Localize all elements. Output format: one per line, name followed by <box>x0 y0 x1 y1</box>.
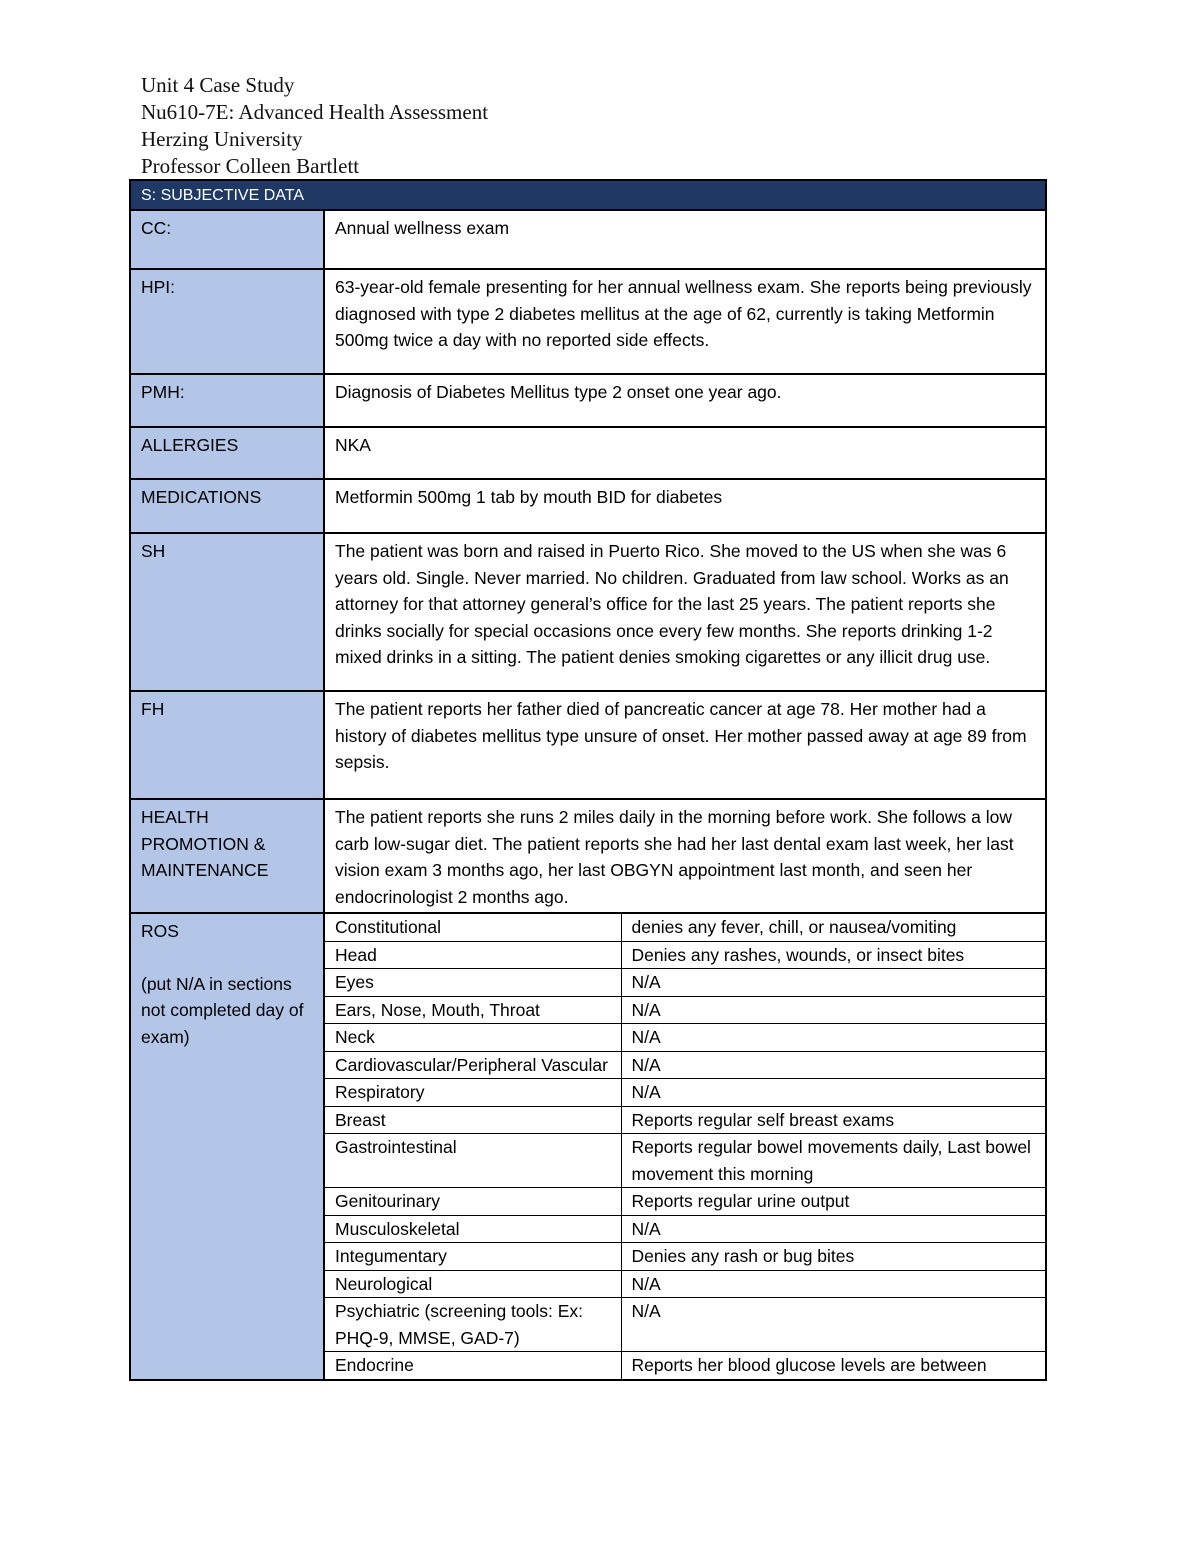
ros-finding: N/A <box>621 1298 1045 1352</box>
ros-finding: Denies any rashes, wounds, or insect bites <box>621 941 1045 969</box>
ros-row <box>325 1079 1045 1107</box>
ros-label: ROS <box>141 921 179 941</box>
row-value-allergies: NKA <box>324 427 1046 479</box>
unit-title: Unit 4 Case Study <box>141 73 295 97</box>
ros-finding: Reports regular self breast exams <box>621 1106 1045 1134</box>
ros-row <box>325 1051 1045 1079</box>
ros-finding: N/A <box>621 996 1045 1024</box>
ros-system: Head <box>325 941 621 969</box>
ros-system: Eyes <box>325 969 621 997</box>
ros-findings-cell <box>324 913 1046 1380</box>
ros-row <box>325 1270 1045 1298</box>
row-value-pmh: Diagnosis of Diabetes Mellitus type 2 onset one year ago. <box>324 374 1046 427</box>
ros-finding: N/A <box>621 1215 1045 1243</box>
row-label-medications: MEDICATIONS <box>130 479 324 533</box>
ros-system: Cardiovascular/Peripheral Vascular <box>325 1051 621 1079</box>
ros-row <box>325 1106 1045 1134</box>
ros-system: Neurological <box>325 1270 621 1298</box>
table-row <box>130 533 1046 691</box>
row-value-health-promotion: The patient reports she runs 2 miles daily in the morning before work. She follows a low carb low-sugar diet. The patient reports she had her last dental exam last week, her last vision exam 3 months ago, her last OBGYN appointment last month, and seen her endocrinologist 2 months ago. <box>324 799 1046 913</box>
ros-system: Breast <box>325 1106 621 1134</box>
table-row <box>130 427 1046 479</box>
ros-system: Gastrointestinal <box>325 1134 621 1188</box>
ros-finding: N/A <box>621 1024 1045 1052</box>
ros-finding: Reports her blood glucose levels are between <box>621 1352 1045 1379</box>
ros-row <box>325 1243 1045 1271</box>
ros-row <box>325 1024 1045 1052</box>
ros-row <box>325 996 1045 1024</box>
ros-finding: Denies any rash or bug bites <box>621 1243 1045 1271</box>
row-label-fh: FH <box>130 691 324 799</box>
ros-system: Genitourinary <box>325 1188 621 1216</box>
ros-row <box>325 914 1045 941</box>
table-row <box>130 374 1046 427</box>
table-row-ros <box>130 913 1046 1380</box>
ros-system: Neck <box>325 1024 621 1052</box>
row-label-allergies: ALLERGIES <box>130 427 324 479</box>
ros-row <box>325 941 1045 969</box>
row-label-cc: CC: <box>130 210 324 269</box>
ros-system: Endocrine <box>325 1352 621 1379</box>
ros-finding: Reports regular urine output <box>621 1188 1045 1216</box>
ros-finding: N/A <box>621 1051 1045 1079</box>
row-value-sh: The patient was born and raised in Puerto Rico. She moved to the US when she was 6 years old. Single. Never married. No children. Graduated from law school. Works as an attorney for that attorney general’s office for the last 25 years. The patient reports she drinks socially for special occasions once every few months. She reports drinking 1-2 mixed drinks in a sitting. The patient denies smoking cigarettes or any illicit drug use. <box>324 533 1046 691</box>
subjective-data-table <box>129 179 1047 1381</box>
table-title: S: SUBJECTIVE DATA <box>130 180 1046 210</box>
ros-row <box>325 1215 1045 1243</box>
ros-system: Psychiatric (screening tools: Ex: PHQ-9, MMSE, GAD-7) <box>325 1298 621 1352</box>
ros-finding: N/A <box>621 1270 1045 1298</box>
row-value-cc: Annual wellness exam <box>324 210 1046 269</box>
row-label-health-promotion: HEALTH PROMOTION & MAINTENANCE <box>130 799 324 913</box>
table-row <box>130 799 1046 913</box>
ros-row <box>325 1352 1045 1379</box>
ros-note: (put N/A in sections not completed day of exam) <box>141 973 304 1047</box>
ros-system: Ears, Nose, Mouth, Throat <box>325 996 621 1024</box>
ros-row <box>325 1298 1045 1352</box>
ros-table <box>325 914 1045 1379</box>
table-row <box>130 479 1046 533</box>
ros-row <box>325 969 1045 997</box>
row-label-hpi: HPI: <box>130 269 324 374</box>
ros-row <box>325 1188 1045 1216</box>
ros-system: Integumentary <box>325 1243 621 1271</box>
ros-finding: Reports regular bowel movements daily, Last bowel movement this morning <box>621 1134 1045 1188</box>
course-title: Nu610-7E: Advanced Health Assessment <box>141 100 489 124</box>
ros-finding: N/A <box>621 969 1045 997</box>
row-value-fh: The patient reports her father died of pancreatic cancer at age 78. Her mother had a history of diabetes mellitus type unsure of onset. Her mother passed away at age 89 from sepsis. <box>324 691 1046 799</box>
document-header <box>141 72 488 180</box>
row-value-hpi: 63-year-old female presenting for her annual wellness exam. She reports being previously diagnosed with type 2 diabetes mellitus at the age of 62, currently is taking Metformin 500mg twice a day with no reported side effects. <box>324 269 1046 374</box>
professor-name: Professor Colleen Bartlett <box>141 154 360 178</box>
ros-finding: N/A <box>621 1079 1045 1107</box>
row-label-pmh: PMH: <box>130 374 324 427</box>
ros-system: Constitutional <box>325 914 621 941</box>
table-row <box>130 210 1046 269</box>
ros-finding: denies any fever, chill, or nausea/vomiting <box>621 914 1045 941</box>
ros-system: Musculoskeletal <box>325 1215 621 1243</box>
university-name: Herzing University <box>141 127 303 151</box>
table-row <box>130 691 1046 799</box>
table-row <box>130 269 1046 374</box>
row-label-sh: SH <box>130 533 324 691</box>
ros-system: Respiratory <box>325 1079 621 1107</box>
ros-label-cell <box>130 913 324 1380</box>
ros-row <box>325 1134 1045 1188</box>
row-value-medications: Metformin 500mg 1 tab by mouth BID for diabetes <box>324 479 1046 533</box>
